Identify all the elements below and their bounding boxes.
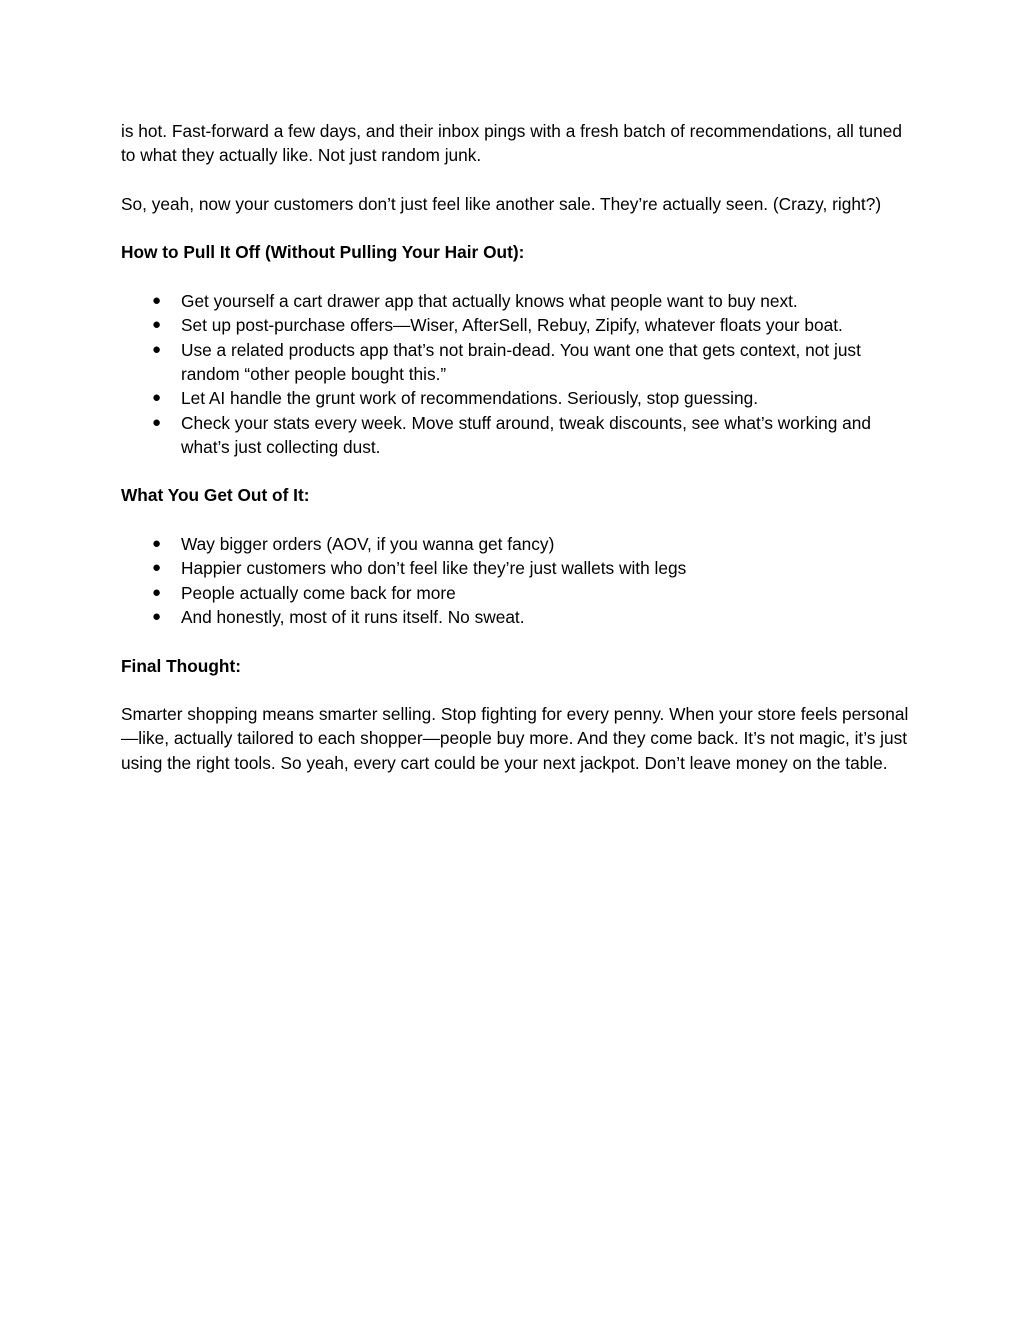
bullet-icon: ● bbox=[152, 607, 162, 625]
list-item: ● Get yourself a cart drawer app that actually knows what people want to buy next. bbox=[181, 289, 911, 313]
document-page bbox=[121, 119, 911, 799]
list-item: ● Let AI handle the grunt work of recommendations. Seriously, stop guessing. bbox=[181, 386, 911, 410]
bullet-icon: ● bbox=[152, 340, 162, 358]
final-thought-paragraph: Smarter shopping means smarter selling. Stop fighting for every penny. When your store feels personal—like, actually tailored to each shopper—people buy more. And they come back. It’s not magic, it’s just using the right tools. So yeah, every cart could be your next jackpot. Don’t leave money on the table. bbox=[121, 704, 909, 773]
list-item: ● Happier customers who don’t feel like they’re just wallets with legs bbox=[181, 556, 911, 580]
benefits-list bbox=[121, 532, 911, 629]
bullet-icon: ● bbox=[152, 583, 162, 601]
how-to-heading: How to Pull It Off (Without Pulling Your Hair Out): bbox=[121, 242, 525, 263]
list-item: ● And honestly, most of it runs itself. No sweat. bbox=[181, 605, 911, 629]
list-item: ● Set up post-purchase offers—Wiser, AfterSell, Rebuy, Zipify, whatever floats your boat. bbox=[181, 313, 911, 337]
bullet-icon: ● bbox=[152, 535, 162, 553]
bullet-icon: ● bbox=[152, 413, 162, 431]
list-item: ● Way bigger orders (AOV, if you wanna get fancy) bbox=[181, 532, 911, 556]
customers-seen-paragraph: So, yeah, now your customers don’t just feel like another sale. They’re actually seen. (Crazy, right?) bbox=[121, 193, 882, 214]
bullet-icon: ● bbox=[152, 559, 162, 577]
list-item: ● People actually come back for more bbox=[181, 581, 911, 605]
final-thought-heading: Final Thought: bbox=[121, 655, 241, 676]
list-item: ● Check your stats every week. Move stuff around, tweak discounts, see what’s working and what’s just collecting dust. bbox=[152, 412, 871, 457]
bullet-icon: ● bbox=[152, 389, 162, 407]
how-to-list bbox=[121, 289, 911, 459]
benefits-heading: What You Get Out of It: bbox=[121, 485, 310, 506]
bullet-icon: ● bbox=[152, 292, 162, 310]
intro-continuation-paragraph: is hot. Fast-forward a few days, and their inbox pings with a fresh batch of recommendations, all tuned to what they actually like. Not just random junk. bbox=[121, 121, 902, 166]
bullet-icon: ● bbox=[152, 316, 162, 334]
list-item: ● Use a related products app that’s not brain-dead. You want one that gets context, not just random “other people bought this.” bbox=[152, 339, 861, 384]
